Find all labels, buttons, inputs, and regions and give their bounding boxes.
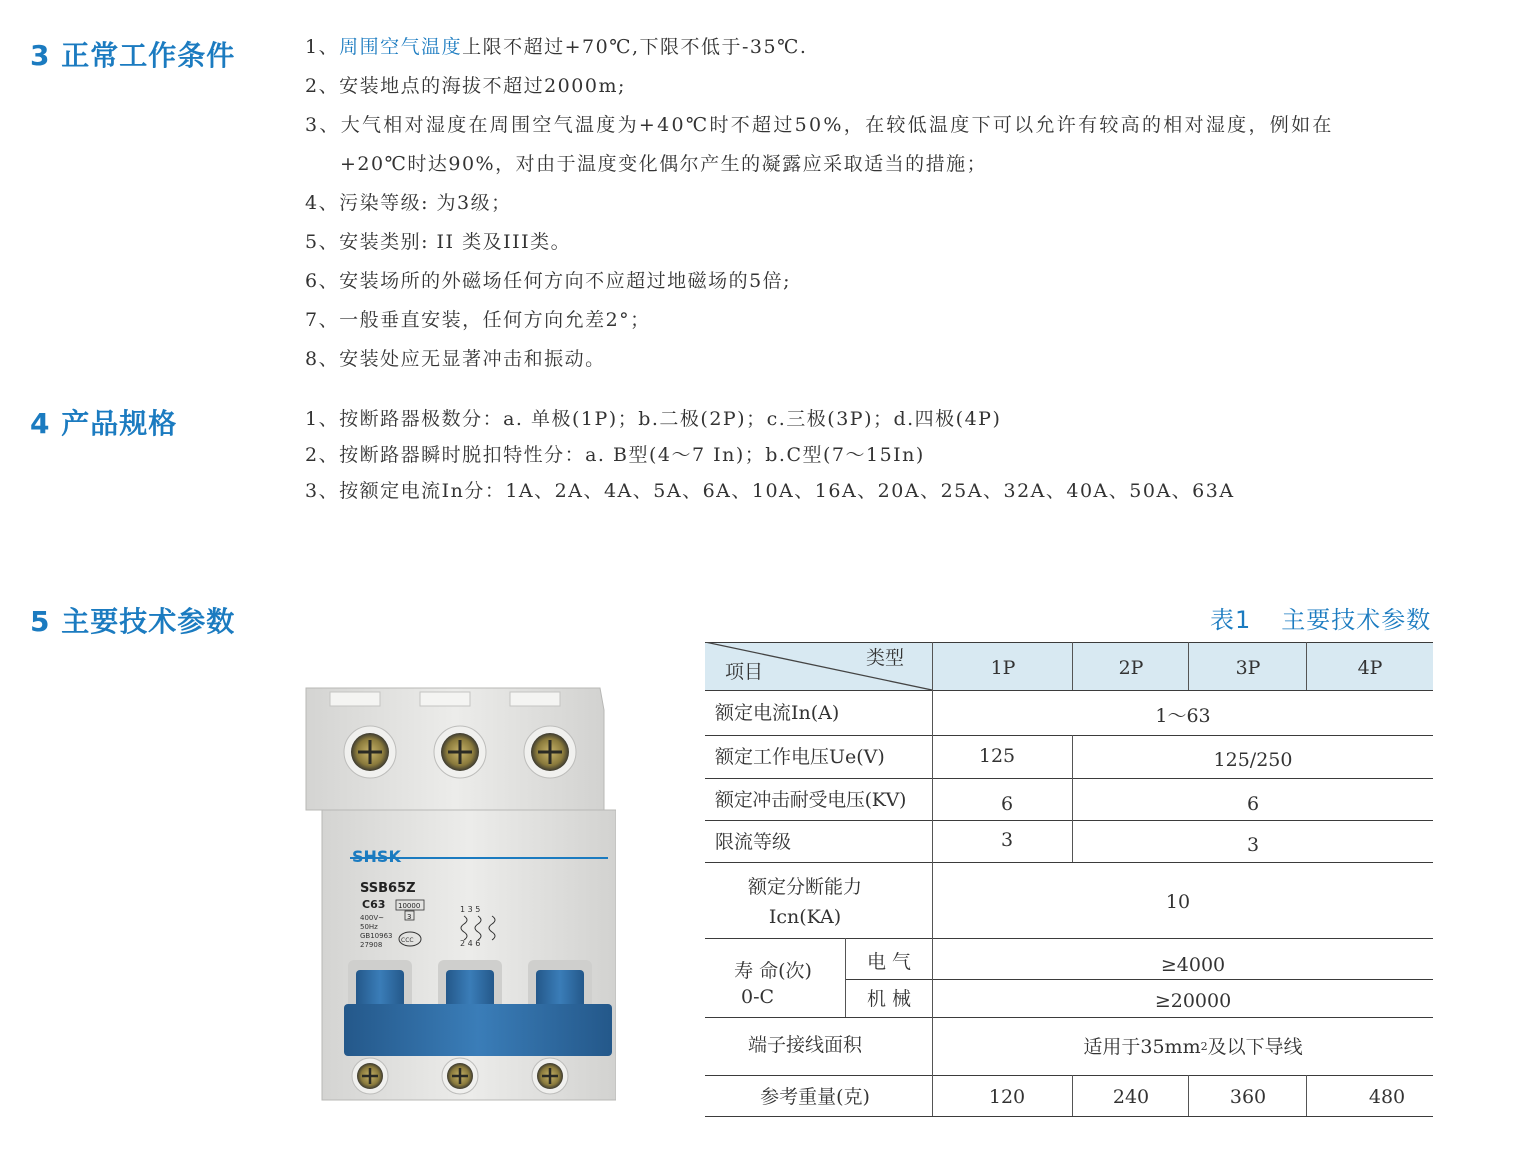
impulse-voltage-1p: 6 xyxy=(1000,793,1014,815)
table-caption-text: 主要技术参数 xyxy=(1281,606,1432,634)
table-rule xyxy=(705,1116,1433,1117)
breaker-product-image xyxy=(300,680,616,1110)
item-number: 8、 xyxy=(305,348,340,370)
weight-3p: 360 xyxy=(1229,1086,1267,1108)
row-label-breaking-capacity xyxy=(705,870,905,934)
list-item xyxy=(305,188,512,215)
item-text: 安装类别: II 类及III类。 xyxy=(339,231,572,253)
section-4-title: 4 产品规格 xyxy=(30,407,178,440)
list-item xyxy=(305,227,571,254)
section-5-title: 5 主要技术参数 xyxy=(30,605,236,638)
breaker-model: SSB65Z xyxy=(360,881,416,896)
item-text: 一般垂直安装，任何方向允差2°； xyxy=(339,309,651,331)
item-number: 3、 xyxy=(305,114,341,136)
item-text: 污染等级: 为3级； xyxy=(339,192,512,214)
breaker-terminals-top: 1 3 5 xyxy=(460,905,481,914)
row-label-terminal: 端子接线面积 xyxy=(747,1034,862,1056)
breaking-capacity-value: 10 xyxy=(1165,891,1191,913)
list-item xyxy=(305,476,1235,503)
row-label-impulse-voltage: 额定冲击耐受电压(KV) xyxy=(715,789,907,811)
list-item xyxy=(305,32,807,59)
terminal-value-post: 及以下导线 xyxy=(1207,1036,1303,1058)
item-text: 安装地点的海拔不超过2000m; xyxy=(339,75,626,97)
item-number: 7、 xyxy=(305,309,340,331)
table-rule xyxy=(705,690,1433,691)
list-item xyxy=(305,266,791,293)
header-item-label: 项目 xyxy=(724,661,763,683)
breaker-standard: GB10963 xyxy=(360,932,393,940)
item-text: 按断路器瞬时脱扣特性分：a. B型(4～7 In)；b.C型(7～15In) xyxy=(339,444,925,466)
item-number: 1、 xyxy=(305,36,340,58)
header-col-1p: 1P xyxy=(990,657,1016,679)
terminal-value-pre: 适用于35mm xyxy=(1083,1036,1201,1058)
life-electrical-label: 电 气 xyxy=(866,951,912,973)
row-label-current-limit: 限流等级 xyxy=(715,831,792,853)
breaker-freq: 50Hz xyxy=(360,923,378,931)
table-rule xyxy=(705,938,1433,939)
section-3-title: 3 正常工作条件 xyxy=(30,39,236,72)
table-number: 表1 xyxy=(1210,606,1252,634)
life-label-2: 0-C xyxy=(741,986,775,1008)
breaker-rating: C63 xyxy=(362,898,386,911)
item-number: 4、 xyxy=(305,192,340,214)
breaker-brand: SHSK xyxy=(352,847,401,866)
list-item xyxy=(305,440,925,467)
rated-voltage-1p: 125 xyxy=(978,745,1016,767)
item-number: 1、 xyxy=(305,408,340,430)
item-text: 大气相对湿度在周围空气温度为+40℃时不超过50%，在较低温度下可以允许有较高的相对湿度，例如在 xyxy=(340,114,1334,136)
breaking-label-1: 额定分断能力 xyxy=(747,876,862,898)
list-item xyxy=(305,71,626,98)
header-type-label: 类型 xyxy=(865,647,904,669)
spec-table xyxy=(705,642,1433,1118)
item-text: 安装场所的外磁场任何方向不应超过地磁场的5倍; xyxy=(339,270,792,292)
header-col-3p: 3P xyxy=(1235,657,1261,679)
row-label-rated-current: 额定电流In(A) xyxy=(715,702,840,724)
rated-voltage-multi: 125/250 xyxy=(1213,749,1293,771)
life-mechanical-value: ≥20000 xyxy=(1154,990,1232,1012)
item-text: 上限不超过+70℃,下限不低于-35℃. xyxy=(462,36,808,58)
weight-4p: 480 xyxy=(1368,1086,1406,1108)
rated-current-value: 1～63 xyxy=(1155,705,1211,727)
table-caption xyxy=(1210,600,1431,635)
item-text: 按断路器极数分：a. 单极(1P)；b.二极(2P)；c.三极(3P)；d.四极(4P) xyxy=(339,408,1002,430)
life-mechanical-label: 机 械 xyxy=(866,988,912,1010)
table-rule xyxy=(705,1075,1433,1076)
header-col-4p: 4P xyxy=(1357,657,1383,679)
list-item xyxy=(305,305,651,332)
breaker-terminals-bottom: 2 4 6 xyxy=(460,939,481,948)
item-number: 6、 xyxy=(305,270,340,292)
item-text: 按额定电流In分：1A、2A、4A、5A、6A、10A、16A、20A、25A、32A、40A、50A、63A xyxy=(339,480,1235,502)
current-limit-1p: 3 xyxy=(1000,829,1014,851)
item-number: 2、 xyxy=(305,75,340,97)
row-label-rated-voltage: 额定工作电压Ue(V) xyxy=(715,746,885,768)
breaker-breaking-code: 10000 xyxy=(398,902,421,910)
header-col-2p: 2P xyxy=(1118,657,1144,679)
life-label-1: 寿 命(次) xyxy=(734,960,812,982)
item-text: +20℃时达90%，对由于温度变化偶尔产生的凝露应采取适当的措施； xyxy=(340,153,988,175)
list-item xyxy=(305,110,1334,137)
item-number: 2、 xyxy=(305,444,340,466)
impulse-voltage-multi: 6 xyxy=(1246,793,1260,815)
breaker-voltage: 400V~ xyxy=(360,914,385,922)
item-highlight: 周围空气温度 xyxy=(339,36,463,58)
row-label-life xyxy=(713,956,833,1012)
life-electrical-value: ≥4000 xyxy=(1160,954,1226,976)
list-item xyxy=(305,404,1001,431)
breaker-cert-mark: CCC xyxy=(401,937,414,944)
breaker-serial: 27908 xyxy=(360,941,383,949)
current-limit-multi: 3 xyxy=(1246,834,1260,856)
item-number: 5、 xyxy=(305,231,340,253)
row-label-weight: 参考重量(克) xyxy=(760,1086,870,1108)
terminal-value-sup: 2 xyxy=(1200,1040,1208,1053)
breaking-label-2: Icn(KA) xyxy=(768,906,842,928)
breaker-class: 3 xyxy=(407,913,412,921)
weight-1p: 120 xyxy=(988,1086,1026,1108)
terminal-value xyxy=(933,1026,1453,1068)
list-item-continuation xyxy=(340,149,987,176)
list-item xyxy=(305,344,606,371)
item-number: 3、 xyxy=(305,480,340,502)
weight-2p: 240 xyxy=(1112,1086,1150,1108)
item-text: 安装处应无显著冲击和振动。 xyxy=(339,348,606,370)
